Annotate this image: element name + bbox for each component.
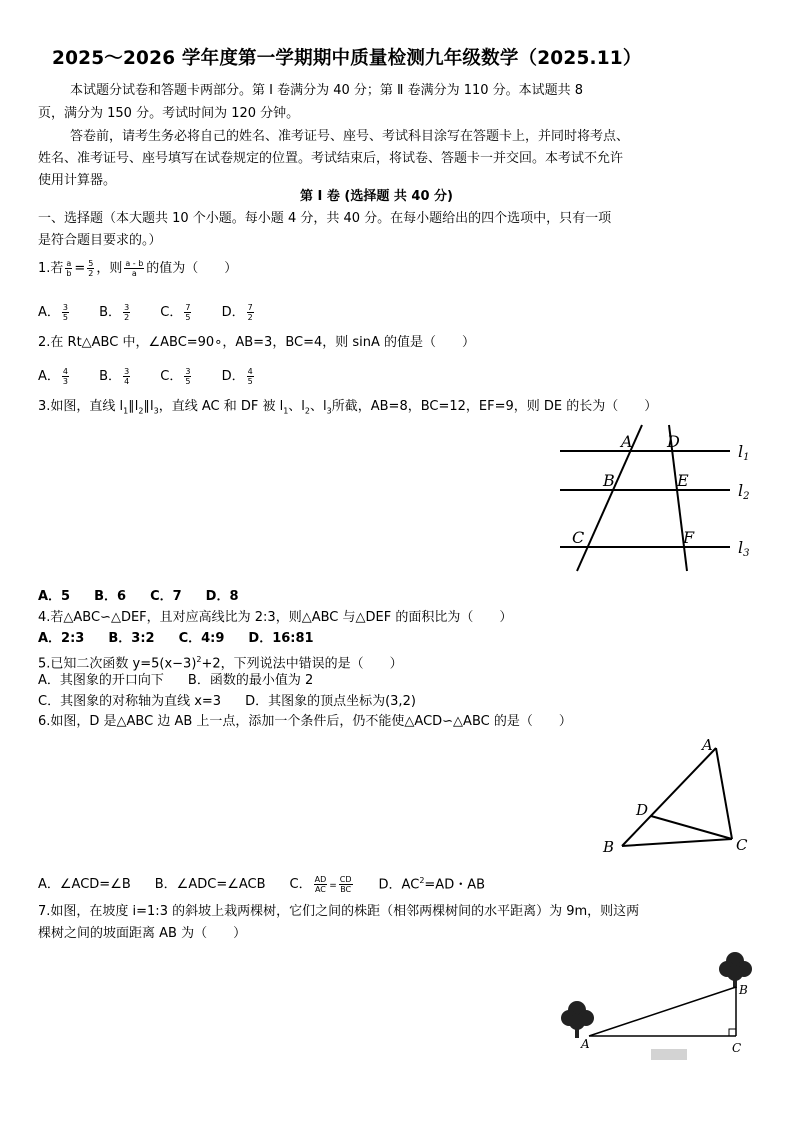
opt-label: C． — [160, 305, 183, 320]
opt-label: D． — [221, 369, 245, 384]
opt-num: 4 — [247, 367, 253, 376]
opt-text: D．AC — [378, 877, 420, 893]
q3-text: ∥l — [143, 399, 154, 414]
opt-label: A． — [38, 369, 60, 384]
q3-sub: 3 — [153, 406, 159, 416]
q6-option-a[interactable]: A．∠ACD=∠B — [38, 877, 131, 893]
q6-options — [38, 870, 509, 897]
q3-parallel-lines-figure — [555, 423, 755, 575]
q4-option-c[interactable]: C．4:9 — [178, 631, 225, 646]
q3-text: 3.如图，直线 l — [38, 399, 124, 414]
q1-suffix: 的值为（ ） — [146, 261, 238, 276]
label-B: B — [603, 471, 615, 490]
opt-eq: = — [329, 881, 337, 892]
label-B: B — [739, 983, 748, 997]
opt-num: 3 — [124, 367, 130, 376]
q5-sup: 2 — [196, 655, 202, 664]
q5-text: 5.已知二次函数 y=5(x−3) — [38, 656, 197, 672]
opt-den: 5 — [247, 377, 253, 386]
q6-option-c[interactable] — [290, 874, 355, 897]
q3-text: 、l — [310, 399, 327, 414]
opt-den: 2 — [124, 313, 130, 322]
q1-frac-den: a — [131, 269, 137, 278]
label-B: B — [603, 838, 615, 856]
q3-text: ，直线 AC 和 DF 被 l — [158, 399, 284, 414]
q3-text: 所截，AB=8，BC=12，EF=9，则 DE 的长为（ ） — [331, 399, 658, 414]
q2-option-a[interactable] — [38, 366, 71, 388]
side-BC — [622, 839, 732, 846]
q2-option-d[interactable] — [222, 366, 256, 388]
q1-fraction-expr — [124, 259, 144, 278]
label-l3: l3 — [738, 538, 750, 559]
opt-label: C． — [289, 877, 312, 893]
exam-title: 2025～2026 学年度第一学期期中质量检测九年级数学（2025.11） — [52, 48, 642, 69]
q7-slope-figure — [555, 948, 770, 1068]
q4-options — [38, 628, 338, 650]
q3-option-b[interactable]: B．6 — [94, 589, 127, 604]
question-4: 4.若△ABC∽△DEF，且对应高线比为 2:3，则△ABC 与△DEF 的面积比为（ ） — [38, 610, 513, 625]
question-1 — [38, 258, 237, 280]
q1-frac-num: a - b — [125, 259, 144, 268]
q1-option-c[interactable] — [160, 302, 193, 324]
opt-label: C． — [160, 369, 183, 384]
q1-eq: = — [74, 261, 86, 276]
q1-frac-den: b — [66, 269, 72, 278]
opt-sup: 2 — [419, 876, 425, 885]
q5-option-a[interactable]: A．其图象的开口向下 — [38, 673, 164, 688]
intro-line-1: 本试题分试卷和答题卡两部分。第 Ⅰ 卷满分为 40 分；第 Ⅱ 卷满分为 110 分。本试题共 8 — [70, 83, 584, 98]
opt-den: AC — [314, 885, 326, 895]
opt-num: 3 — [62, 303, 68, 312]
opt-den: 5 — [62, 313, 68, 322]
q2-option-c[interactable] — [160, 366, 193, 388]
opt-label: A． — [38, 305, 60, 320]
side-AC — [716, 748, 732, 839]
q3-option-d[interactable]: D．8 — [205, 589, 239, 604]
right-angle-mark — [729, 1029, 736, 1036]
opt-den: 5 — [185, 377, 191, 386]
q4-option-d[interactable]: D．16:81 — [248, 631, 314, 646]
label-E: E — [677, 471, 689, 490]
slope-AB — [589, 987, 736, 1036]
intro-line-3: 答卷前，请考生务必将自己的姓名、准考证号、座号、考试科目涂写在答题卡上，并同时将考点、 — [70, 129, 630, 144]
section-title: 第 Ⅰ 卷 (选择题 共 40 分) — [300, 189, 453, 204]
opt-num: AD — [314, 875, 327, 885]
q2-option-b[interactable] — [99, 366, 132, 388]
label-A: A — [581, 1037, 590, 1051]
label-l1: l1 — [738, 442, 750, 463]
question-7-line-1: 7.如图，在坡度 i=1:3 的斜坡上栽两棵树，它们之间的株距（相邻两棵树间的水平距离）为 9m，则这两 — [38, 904, 640, 919]
part1-instruction-1: 一、选择题（本大题共 10 个小题。每小题 4 分，共 40 分。在每小题给出的四个选项中，只有一项 — [38, 211, 612, 226]
watermark-smudge — [651, 1049, 687, 1060]
q5-options-row2 — [38, 691, 440, 713]
opt-label: D． — [221, 305, 245, 320]
q3-sub: 1 — [123, 406, 129, 416]
q6-triangle-figure — [590, 734, 760, 859]
question-2: 2.在 Rt△ABC 中，∠ABC=90∘，AB=3，BC=4，则 sinA 的值是（ ） — [38, 335, 476, 350]
opt-num: 7 — [247, 303, 253, 312]
q3-option-c[interactable]: C．7 — [150, 589, 182, 604]
intro-line-5: 使用计算器。 — [38, 173, 117, 188]
q5-option-d[interactable]: D．其图象的顶点坐标为(3,2) — [245, 694, 416, 709]
intro-line-4: 姓名、准考证号、座号填写在试卷规定的位置。考试结束后，将试卷、答题卡一并交回。本考试不允许 — [38, 151, 624, 166]
opt-num: 7 — [185, 303, 191, 312]
q5-option-b[interactable]: B．函数的最小值为 2 — [187, 673, 314, 688]
opt-label: B． — [99, 369, 122, 384]
question-3 — [38, 396, 657, 423]
opt-text: =AD・AB — [424, 877, 486, 893]
part1-instruction-2: 是符合题目要求的。） — [38, 233, 162, 248]
label-C: C — [572, 528, 585, 547]
opt-den: 3 — [62, 377, 68, 386]
opt-num: 4 — [62, 367, 68, 376]
label-F: F — [683, 528, 695, 547]
q4-option-b[interactable]: B．3:2 — [108, 631, 155, 646]
q1-prefix: 1.若 — [38, 261, 64, 276]
q1-option-b[interactable] — [99, 302, 132, 324]
q5-options-row1 — [38, 670, 337, 692]
label-D: D — [636, 801, 649, 819]
q3-option-a[interactable]: A．5 — [38, 589, 71, 604]
q2-options — [38, 366, 280, 388]
q3-sub: 3 — [326, 406, 332, 416]
q5-option-c[interactable]: C．其图象的对称轴为直线 x=3 — [38, 694, 222, 709]
label-C: C — [732, 1041, 742, 1055]
q4-option-a[interactable]: A．2:3 — [38, 631, 85, 646]
q1-frac-num: a — [66, 259, 72, 268]
q1-fraction-5-2 — [87, 259, 94, 278]
opt-den: 4 — [124, 377, 130, 386]
opt-den: 2 — [247, 313, 253, 322]
q6-option-d[interactable] — [379, 870, 485, 896]
q1-option-a[interactable] — [38, 302, 71, 324]
q1-frac-num: 5 — [88, 259, 94, 268]
q1-option-d[interactable] — [222, 302, 256, 324]
opt-den: 5 — [185, 313, 191, 322]
q1-frac-den: 2 — [88, 269, 94, 278]
q1-options — [38, 302, 280, 324]
segment-CD — [651, 816, 732, 839]
question-6: 6.如图，D 是△ABC 边 AB 上一点，添加一个条件后，仍不能使△ACD∽△ABC 的是（ ） — [38, 714, 572, 729]
label-l2: l2 — [738, 481, 750, 502]
q3-text: 、l — [288, 399, 305, 414]
label-A: A — [621, 432, 633, 451]
tree-icon — [561, 1001, 594, 1038]
q5-text: +2，下列说法中错误的是（ ） — [201, 656, 403, 672]
q3-sub: 2 — [138, 406, 144, 416]
question-7-line-2: 棵树之间的坡面距离 AB 为（ ） — [38, 926, 247, 941]
q3-sub: 1 — [283, 406, 289, 416]
q1-mid: ，则 — [96, 261, 123, 276]
label-A: A — [702, 736, 713, 754]
intro-line-2: 页，满分为 150 分。考试时间为 120 分钟。 — [38, 106, 300, 121]
q3-options — [38, 586, 263, 608]
q1-fraction-a-b — [65, 259, 72, 278]
q3-text: ∥l — [128, 399, 139, 414]
opt-num: CD — [339, 875, 352, 885]
label-D: D — [667, 432, 680, 451]
opt-num: 3 — [185, 367, 191, 376]
q3-sub: 2 — [304, 406, 311, 416]
q6-option-b[interactable]: B．∠ADC=∠ACB — [154, 877, 266, 893]
opt-den: BC — [340, 885, 352, 895]
label-C: C — [736, 836, 748, 854]
opt-label: B． — [99, 305, 122, 320]
opt-num: 3 — [124, 303, 130, 312]
